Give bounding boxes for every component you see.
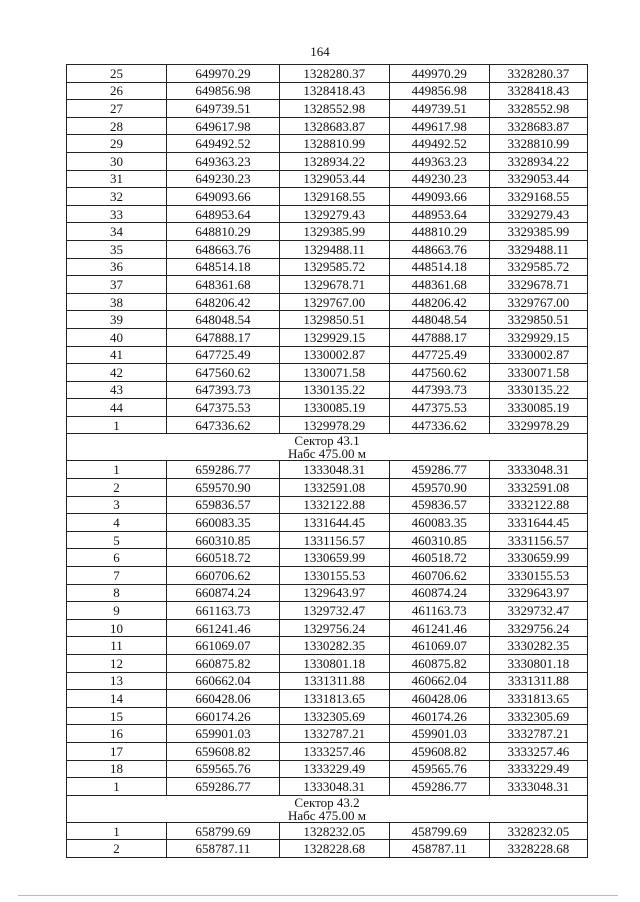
coordinate-cell: 1329585.72 <box>279 258 389 276</box>
coordinate-cell: 459570.90 <box>389 479 489 497</box>
point-number-cell: 30 <box>67 152 167 170</box>
coordinate-cell: 1332591.08 <box>279 479 389 497</box>
coordinate-cell: 3330085.19 <box>489 399 587 417</box>
coordinate-cell: 1330155.53 <box>279 567 389 585</box>
coordinate-cell: 447888.17 <box>389 328 489 346</box>
coordinate-cell: 659570.90 <box>167 479 280 497</box>
coordinate-cell: 648663.76 <box>167 240 280 258</box>
coordinate-cell: 1333257.46 <box>279 742 389 760</box>
table-row <box>67 381 588 399</box>
table-row <box>67 135 588 153</box>
coordinate-cell: 3329385.99 <box>489 223 587 241</box>
point-number-cell: 37 <box>67 276 167 294</box>
coordinate-cell: 648514.18 <box>167 258 280 276</box>
coordinate-cell: 458787.11 <box>389 840 489 858</box>
coordinate-cell: 460083.35 <box>389 514 489 532</box>
coordinate-cell: 660874.24 <box>167 584 280 602</box>
coordinate-cell: 3330282.35 <box>489 637 587 655</box>
coordinate-cell: 3333229.49 <box>489 760 587 778</box>
coordinate-cell: 448048.54 <box>389 311 489 329</box>
coordinate-cell: 449492.52 <box>389 135 489 153</box>
coordinate-cell: 647336.62 <box>167 416 280 434</box>
coordinate-cell: 461069.07 <box>389 637 489 655</box>
coordinate-cell: 449093.66 <box>389 188 489 206</box>
coordinate-cell: 3333257.46 <box>489 742 587 760</box>
coordinate-cell: 1329385.99 <box>279 223 389 241</box>
coordinate-cell: 661163.73 <box>167 602 280 620</box>
point-number-cell: 25 <box>67 65 167 83</box>
coordinate-cell: 448953.64 <box>389 205 489 223</box>
coordinate-cell: 1330071.58 <box>279 364 389 382</box>
point-number-cell: 8 <box>67 584 167 602</box>
table-row <box>67 258 588 276</box>
coordinate-cell: 3330135.22 <box>489 381 587 399</box>
coordinate-cell: 461163.73 <box>389 602 489 620</box>
point-number-cell: 38 <box>67 293 167 311</box>
point-number-cell: 3 <box>67 496 167 514</box>
coordinate-cell: 647725.49 <box>167 346 280 364</box>
coordinate-cell: 3329279.43 <box>489 205 587 223</box>
coordinate-cell: 1332305.69 <box>279 707 389 725</box>
coordinate-cell: 1330282.35 <box>279 637 389 655</box>
coordinate-cell: 1328683.87 <box>279 117 389 135</box>
table-row <box>67 778 588 796</box>
sector-height: Набс 475.00 м <box>287 807 367 823</box>
table-row <box>67 479 588 497</box>
table-row <box>67 223 588 241</box>
coordinate-cell: 459901.03 <box>389 725 489 743</box>
coordinate-cell: 659901.03 <box>167 725 280 743</box>
coordinate-cell: 3332122.88 <box>489 496 587 514</box>
point-number-cell: 16 <box>67 725 167 743</box>
coordinate-cell: 3328683.87 <box>489 117 587 135</box>
coordinate-cell: 659286.77 <box>167 778 280 796</box>
point-number-cell: 31 <box>67 170 167 188</box>
coordinate-cell: 1329850.51 <box>279 311 389 329</box>
coordinate-cell: 3330659.99 <box>489 549 587 567</box>
coordinate-cell: 3329929.15 <box>489 328 587 346</box>
coordinate-cell: 449739.51 <box>389 100 489 118</box>
table-row <box>67 584 588 602</box>
point-number-cell: 2 <box>67 479 167 497</box>
coordinate-cell: 660875.82 <box>167 655 280 673</box>
coordinate-cell: 459565.76 <box>389 760 489 778</box>
coordinate-cell: 661069.07 <box>167 637 280 655</box>
coordinate-cell: 658787.11 <box>167 840 280 858</box>
coordinate-cell: 458799.69 <box>389 822 489 840</box>
coordinate-cell: 449617.98 <box>389 117 489 135</box>
coordinate-cell: 459286.77 <box>389 778 489 796</box>
coordinate-cell: 649739.51 <box>167 100 280 118</box>
table-row <box>67 152 588 170</box>
point-number-cell: 42 <box>67 364 167 382</box>
coordinate-cell: 459608.82 <box>389 742 489 760</box>
coordinate-cell: 449856.98 <box>389 82 489 100</box>
coordinate-cell: 447725.49 <box>389 346 489 364</box>
coordinate-cell: 1330801.18 <box>279 655 389 673</box>
table-row <box>67 416 588 434</box>
coordinate-cell: 649230.23 <box>167 170 280 188</box>
sector-header-cell <box>67 795 588 822</box>
coordinate-cell: 659565.76 <box>167 760 280 778</box>
coordinate-cell: 460310.85 <box>389 531 489 549</box>
sector-height: Набс 475.00 м <box>287 446 367 462</box>
coordinate-cell: 3329488.11 <box>489 240 587 258</box>
coordinate-cell: 660310.85 <box>167 531 280 549</box>
point-number-cell: 4 <box>67 514 167 532</box>
table-row <box>67 514 588 532</box>
sector-header-row <box>67 434 588 461</box>
coordinate-cell: 3328552.98 <box>489 100 587 118</box>
coordinate-cell: 660518.72 <box>167 549 280 567</box>
coordinate-cell: 447393.73 <box>389 381 489 399</box>
coordinate-cell: 1329678.71 <box>279 276 389 294</box>
table-row <box>67 602 588 620</box>
table-row <box>67 399 588 417</box>
table-row <box>67 840 588 858</box>
coordinate-cell: 3329168.55 <box>489 188 587 206</box>
coordinate-cell: 3330155.53 <box>489 567 587 585</box>
coordinate-cell: 1329643.97 <box>279 584 389 602</box>
point-number-cell: 5 <box>67 531 167 549</box>
coordinate-cell: 1329978.29 <box>279 416 389 434</box>
coordinate-cell: 3329643.97 <box>489 584 587 602</box>
point-number-cell: 27 <box>67 100 167 118</box>
point-number-cell: 32 <box>67 188 167 206</box>
coordinate-cell: 648048.54 <box>167 311 280 329</box>
coordinate-cell: 449363.23 <box>389 152 489 170</box>
coordinate-cell: 3328280.37 <box>489 65 587 83</box>
coordinate-cell: 3329756.24 <box>489 619 587 637</box>
sector-title: Сектор 43.2 <box>294 794 360 810</box>
coordinate-cell: 1329053.44 <box>279 170 389 188</box>
point-number-cell: 15 <box>67 707 167 725</box>
coordinate-cell: 3331813.65 <box>489 690 587 708</box>
coordinate-cell: 1333048.31 <box>279 778 389 796</box>
coordinate-cell: 648206.42 <box>167 293 280 311</box>
point-number-cell: 39 <box>67 311 167 329</box>
point-number-cell: 18 <box>67 760 167 778</box>
coordinate-cell: 447560.62 <box>389 364 489 382</box>
coordinate-cell: 1328232.05 <box>279 822 389 840</box>
table-row <box>67 822 588 840</box>
table-row <box>67 690 588 708</box>
coordinate-cell: 448810.29 <box>389 223 489 241</box>
coordinate-cell: 3330002.87 <box>489 346 587 364</box>
coordinate-cell: 660706.62 <box>167 567 280 585</box>
coordinate-cell: 648953.64 <box>167 205 280 223</box>
point-number-cell: 34 <box>67 223 167 241</box>
coordinate-cell: 3329850.51 <box>489 311 587 329</box>
coordinate-cell: 1329929.15 <box>279 328 389 346</box>
table-row <box>67 672 588 690</box>
coordinate-cell: 648361.68 <box>167 276 280 294</box>
table-row <box>67 100 588 118</box>
point-number-cell: 9 <box>67 602 167 620</box>
coordinates-table <box>66 64 588 858</box>
coordinate-cell: 460706.62 <box>389 567 489 585</box>
coordinate-cell: 449970.29 <box>389 65 489 83</box>
point-number-cell: 43 <box>67 381 167 399</box>
table-row <box>67 549 588 567</box>
coordinate-cell: 460875.82 <box>389 655 489 673</box>
table-row <box>67 707 588 725</box>
coordinate-cell: 649492.52 <box>167 135 280 153</box>
coordinate-cell: 1333048.31 <box>279 461 389 479</box>
coordinate-cell: 1328934.22 <box>279 152 389 170</box>
coordinate-cell: 1328280.37 <box>279 65 389 83</box>
point-number-cell: 41 <box>67 346 167 364</box>
coordinate-cell: 1328418.43 <box>279 82 389 100</box>
coordinate-cell: 649617.98 <box>167 117 280 135</box>
coordinate-cell: 461241.46 <box>389 619 489 637</box>
coordinate-cell: 1330135.22 <box>279 381 389 399</box>
table-row <box>67 637 588 655</box>
point-number-cell: 40 <box>67 328 167 346</box>
table-row <box>67 170 588 188</box>
point-number-cell: 11 <box>67 637 167 655</box>
point-number-cell: 1 <box>67 461 167 479</box>
coordinate-cell: 649970.29 <box>167 65 280 83</box>
coordinate-cell: 460874.24 <box>389 584 489 602</box>
coordinate-cell: 3329978.29 <box>489 416 587 434</box>
coordinate-cell: 3331311.88 <box>489 672 587 690</box>
table-row <box>67 328 588 346</box>
point-number-cell: 12 <box>67 655 167 673</box>
coordinate-cell: 3329678.71 <box>489 276 587 294</box>
table-row <box>67 293 588 311</box>
point-number-cell: 10 <box>67 619 167 637</box>
coordinate-cell: 1329168.55 <box>279 188 389 206</box>
coordinate-cell: 3329732.47 <box>489 602 587 620</box>
table-row <box>67 276 588 294</box>
sector-title: Сектор 43.1 <box>294 433 360 449</box>
coordinate-cell: 448514.18 <box>389 258 489 276</box>
coordinate-cell: 3328228.68 <box>489 840 587 858</box>
coordinate-cell: 1329767.00 <box>279 293 389 311</box>
point-number-cell: 29 <box>67 135 167 153</box>
coordinate-cell: 659608.82 <box>167 742 280 760</box>
coordinate-cell: 3333048.31 <box>489 461 587 479</box>
coordinate-cell: 460662.04 <box>389 672 489 690</box>
coordinate-cell: 1329732.47 <box>279 602 389 620</box>
coordinate-cell: 1330085.19 <box>279 399 389 417</box>
coordinate-cell: 647560.62 <box>167 364 280 382</box>
table-row <box>67 240 588 258</box>
scan-bottom-edge <box>18 895 618 896</box>
coordinate-cell: 3328934.22 <box>489 152 587 170</box>
coordinate-cell: 3330071.58 <box>489 364 587 382</box>
coordinate-cell: 449230.23 <box>389 170 489 188</box>
coordinate-cell: 1332787.21 <box>279 725 389 743</box>
point-number-cell: 1 <box>67 778 167 796</box>
coordinate-cell: 647393.73 <box>167 381 280 399</box>
coordinate-cell: 448206.42 <box>389 293 489 311</box>
table-row <box>67 205 588 223</box>
coordinate-cell: 1330659.99 <box>279 549 389 567</box>
table-row <box>67 346 588 364</box>
coordinate-cell: 3330801.18 <box>489 655 587 673</box>
sector-header-row <box>67 795 588 822</box>
point-number-cell: 2 <box>67 840 167 858</box>
table-row <box>67 531 588 549</box>
table-row <box>67 725 588 743</box>
point-number-cell: 17 <box>67 742 167 760</box>
coordinate-cell: 3332305.69 <box>489 707 587 725</box>
coordinate-cell: 459836.57 <box>389 496 489 514</box>
coordinate-cell: 3328418.43 <box>489 82 587 100</box>
coordinate-cell: 3331644.45 <box>489 514 587 532</box>
table-row <box>67 655 588 673</box>
point-number-cell: 1 <box>67 416 167 434</box>
coordinate-cell: 659836.57 <box>167 496 280 514</box>
table-row <box>67 567 588 585</box>
coordinate-cell: 659286.77 <box>167 461 280 479</box>
coordinate-cell: 647375.53 <box>167 399 280 417</box>
table-row <box>67 496 588 514</box>
point-number-cell: 44 <box>67 399 167 417</box>
coordinate-cell: 1333229.49 <box>279 760 389 778</box>
coordinate-cell: 448361.68 <box>389 276 489 294</box>
coordinate-cell: 1329488.11 <box>279 240 389 258</box>
coordinate-cell: 3333048.31 <box>489 778 587 796</box>
table-row <box>67 311 588 329</box>
table-row <box>67 461 588 479</box>
point-number-cell: 6 <box>67 549 167 567</box>
point-number-cell: 1 <box>67 822 167 840</box>
coordinate-cell: 647888.17 <box>167 328 280 346</box>
table-row <box>67 742 588 760</box>
page-number: 164 <box>310 44 330 59</box>
table-row <box>67 619 588 637</box>
coordinate-cell: 459286.77 <box>389 461 489 479</box>
coordinate-cell: 3331156.57 <box>489 531 587 549</box>
table-row <box>67 65 588 83</box>
coordinate-cell: 1331813.65 <box>279 690 389 708</box>
coordinate-cell: 649093.66 <box>167 188 280 206</box>
coordinate-cell: 3332591.08 <box>489 479 587 497</box>
coordinate-cell: 649856.98 <box>167 82 280 100</box>
coordinate-cell: 460518.72 <box>389 549 489 567</box>
point-number-cell: 7 <box>67 567 167 585</box>
point-number-cell: 13 <box>67 672 167 690</box>
coordinate-cell: 3329585.72 <box>489 258 587 276</box>
coordinate-cell: 1331644.45 <box>279 514 389 532</box>
coordinate-cell: 3332787.21 <box>489 725 587 743</box>
coordinate-cell: 660428.06 <box>167 690 280 708</box>
table-row <box>67 364 588 382</box>
coordinate-cell: 447336.62 <box>389 416 489 434</box>
point-number-cell: 26 <box>67 82 167 100</box>
coordinate-cell: 1329756.24 <box>279 619 389 637</box>
coordinate-cell: 3329767.00 <box>489 293 587 311</box>
coordinate-cell: 660083.35 <box>167 514 280 532</box>
coordinate-cell: 447375.53 <box>389 399 489 417</box>
table-row <box>67 760 588 778</box>
coordinate-cell: 1328552.98 <box>279 100 389 118</box>
coordinate-cell: 1332122.88 <box>279 496 389 514</box>
table-row <box>67 117 588 135</box>
point-number-cell: 28 <box>67 117 167 135</box>
coordinate-cell: 448663.76 <box>389 240 489 258</box>
table-row <box>67 82 588 100</box>
coordinate-cell: 1330002.87 <box>279 346 389 364</box>
coordinate-cell: 1328228.68 <box>279 840 389 858</box>
coordinate-cell: 649363.23 <box>167 152 280 170</box>
coordinate-cell: 3328810.99 <box>489 135 587 153</box>
coordinates-table-body <box>67 65 588 858</box>
point-number-cell: 14 <box>67 690 167 708</box>
coordinate-cell: 648810.29 <box>167 223 280 241</box>
coordinate-cell: 1329279.43 <box>279 205 389 223</box>
coordinate-cell: 1331311.88 <box>279 672 389 690</box>
point-number-cell: 33 <box>67 205 167 223</box>
coordinate-cell: 1331156.57 <box>279 531 389 549</box>
coordinate-cell: 460174.26 <box>389 707 489 725</box>
coordinate-cell: 460428.06 <box>389 690 489 708</box>
coordinate-cell: 3329053.44 <box>489 170 587 188</box>
point-number-cell: 35 <box>67 240 167 258</box>
coordinate-cell: 660662.04 <box>167 672 280 690</box>
coordinate-cell: 3328232.05 <box>489 822 587 840</box>
table-row <box>67 188 588 206</box>
sector-header-cell <box>67 434 588 461</box>
point-number-cell: 36 <box>67 258 167 276</box>
coordinate-cell: 658799.69 <box>167 822 280 840</box>
coordinate-cell: 660174.26 <box>167 707 280 725</box>
coordinate-cell: 1328810.99 <box>279 135 389 153</box>
coordinate-cell: 661241.46 <box>167 619 280 637</box>
